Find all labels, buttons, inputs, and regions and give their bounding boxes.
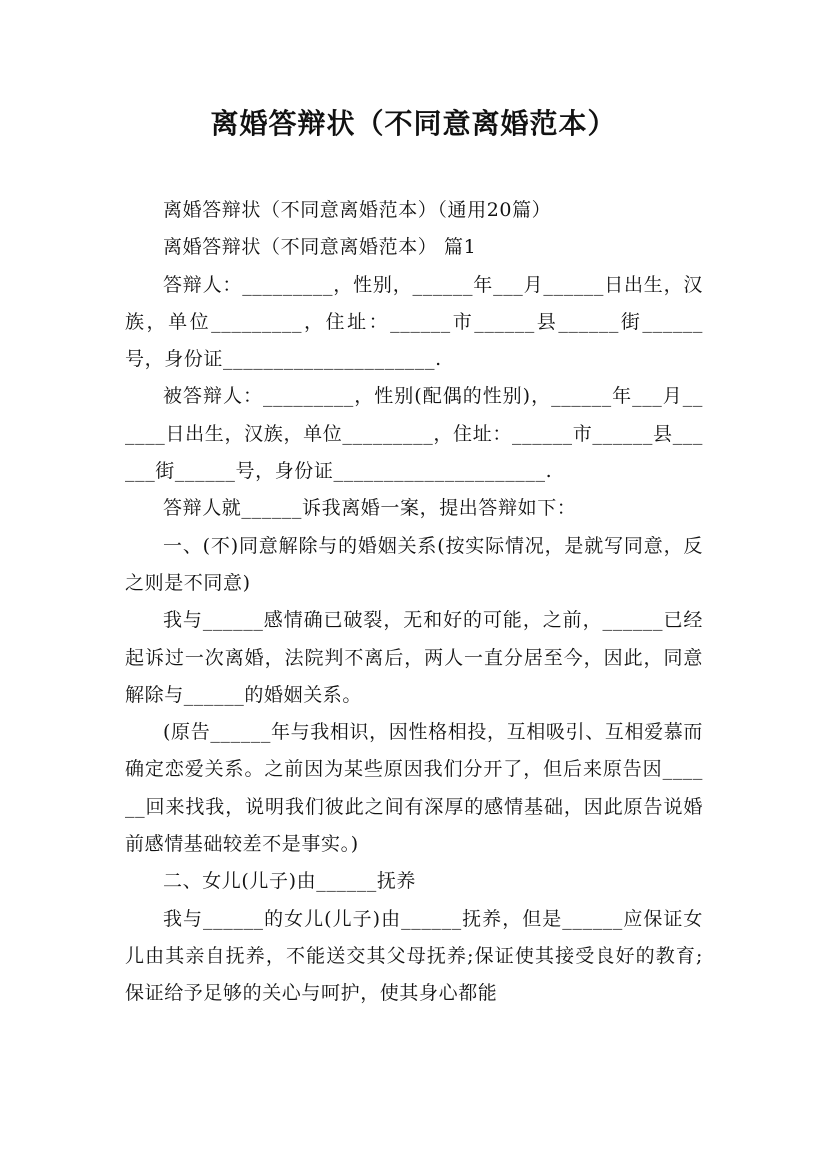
paragraph-point-one: 一、(不)同意解除与的婚姻关系(按实际情况，是就写同意，反之则是不同意) — [125, 534, 703, 594]
document-body — [125, 192, 703, 1013]
paragraph-relationship-broken: 我与______感情确已破裂，无和好的可能，之前，______已经起诉过一次离婚，法院判不离后，两人一直分居至今，因此，同意解除与______的婚姻关系。 — [125, 609, 703, 706]
paragraph-relationship-history: (原告______年与我相识，因性格相投，互相吸引、互相爱慕而确定恋爱关系。之前因为某些原因我们分开了，但后来原告因______回来找我，说明我们彼此之间有深厚的感情基础，因此原告说婚前感情基础较差不是事实。) — [125, 721, 703, 856]
paragraph-answer-intro: 答辩人就______诉我离婚一案，提出答辩如下： — [163, 497, 577, 520]
document-title: 离婚答辩状（不同意离婚范本） — [210, 107, 617, 140]
paragraph-subtitle: 离婚答辩状（不同意离婚范本）（通用20篇） — [163, 199, 552, 221]
paragraph-point-two: 二、女儿(儿子)由______抚养 — [163, 870, 417, 893]
paragraph-plaintiff-info: 被答辩人：_________，性别(配偶的性别)，______年___月______日出生，汉族，单位_________，住址：______市______县______街______号，身份证_____________________. — [125, 385, 703, 483]
paragraph-custody: 我与______的女儿(儿子)由______抚养，但是______应保证女儿由其亲自抚养，不能送交其父母抚养;保证使其接受良好的教育;保证给予足够的关心与呵护，使其身心都能 — [125, 907, 703, 1005]
paragraph-respondent-info: 答辩人：_________，性别，______年___月______日出生，汉族，单位_________，住址：______市______县______街______号，身份证_____________________. — [125, 273, 703, 371]
paragraph-section-heading: 离婚答辩状（不同意离婚范本） 篇1 — [163, 236, 477, 259]
